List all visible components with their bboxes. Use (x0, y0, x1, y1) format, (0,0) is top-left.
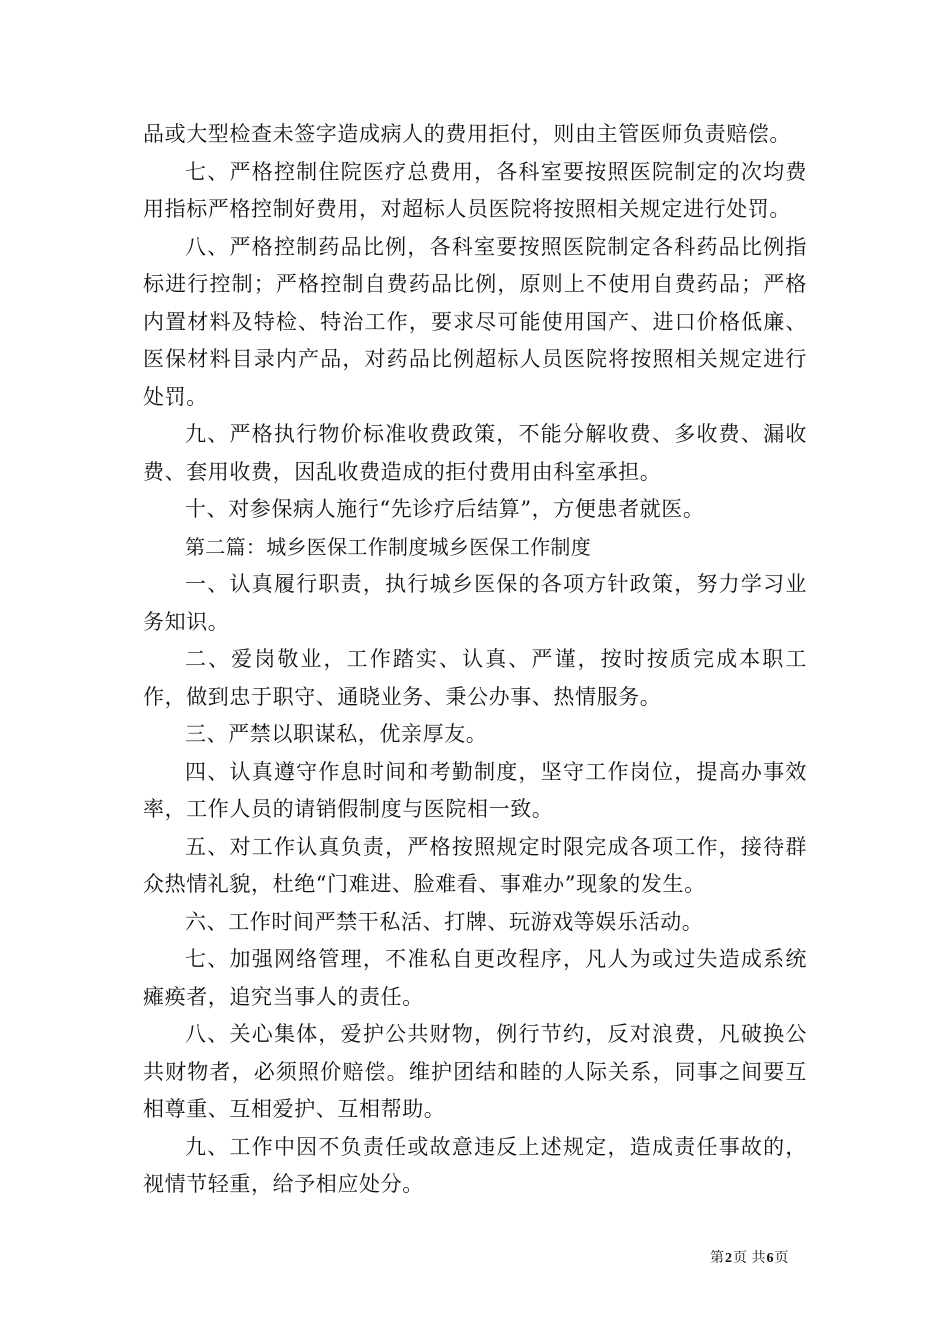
section-paragraph-4: 四、认真遵守作息时间和考勤制度，坚守工作岗位，提高办事效率，工作人员的请销假制度与医院相一致。 (143, 759, 807, 821)
section-paragraph-8: 八、关心集体，爱护公共财物，例行节约，反对浪费，凡破换公共财物者，必须照价赔偿。维护团结和睦的人际关系，同事之间要互相尊重、互相爱护、互相帮助。 (143, 1022, 807, 1121)
paragraph-item-9: 九、严格执行物价标准收费政策，不能分解收费、多收费、漏收费、套用收费，因乱收费造成的拒付费用由科室承担。 (143, 422, 807, 484)
paragraph-item-8: 八、严格控制药品比例，各科室要按照医院制定各科药品比例指标进行控制；严格控制自费药品比例，原则上不使用自费药品；严格内置材料及特检、特治工作，要求尽可能使用国产、进口价格低廉、医保材料目录内产品，对药品比例超标人员医院将按照相关规定进行处罚。 (143, 234, 807, 409)
section-paragraph-3: 三、严禁以职谋私，优亲厚友。 (185, 722, 488, 746)
section-paragraph-7: 七、加强网络管理，不准私自更改程序，凡人为或过失造成系统瘫痪者，追究当事人的责任。 (143, 947, 807, 1009)
footer-middle: 页 共 (733, 1250, 766, 1266)
paragraph-continuation: 品或大型检查未签字造成病人的费用拒付，则由主管医师负责赔偿。 (143, 122, 791, 146)
paragraph-item-7: 七、严格控制住院医疗总费用，各科室要按照医院制定的次均费用指标严格控制好费用，对超标人员医院将按照相关规定进行处罚。 (143, 159, 807, 221)
section-paragraph-5: 五、对工作认真负责，严格按照规定时限完成各项工作，接待群众热情礼貌，杜绝“门难进、脸难看、事难办”现象的发生。 (143, 834, 807, 896)
section-paragraph-1: 一、认真履行职责，执行城乡医保的各项方针政策，努力学习业务知识。 (143, 572, 807, 634)
section-paragraph-6: 六、工作时间严禁干私活、打牌、玩游戏等娱乐活动。 (185, 909, 704, 934)
section-paragraph-9: 九、工作中因不负责任或故意违反上述规定，造成责任事故的，视情节轻重，给予相应处分。 (143, 1134, 807, 1196)
current-page-number: 2 (725, 1251, 732, 1266)
section-paragraph-2: 二、爱岗敬业，工作踏实、认真、严谨，按时按质完成本职工作，做到忠于职守、通晓业务、秉公办事、热情服务。 (143, 647, 807, 709)
document-body (143, 116, 807, 1204)
page-number-footer (710, 1247, 788, 1267)
total-pages-number: 6 (766, 1251, 774, 1266)
section-heading: 第二篇：城乡医保工作制度城乡医保工作制度 (185, 534, 591, 559)
footer-prefix: 第 (710, 1250, 724, 1266)
footer-suffix: 页 (774, 1250, 789, 1266)
paragraph-item-10: 十、对参保病人施行“先诊疗后结算”，方便患者就医。 (185, 497, 705, 521)
